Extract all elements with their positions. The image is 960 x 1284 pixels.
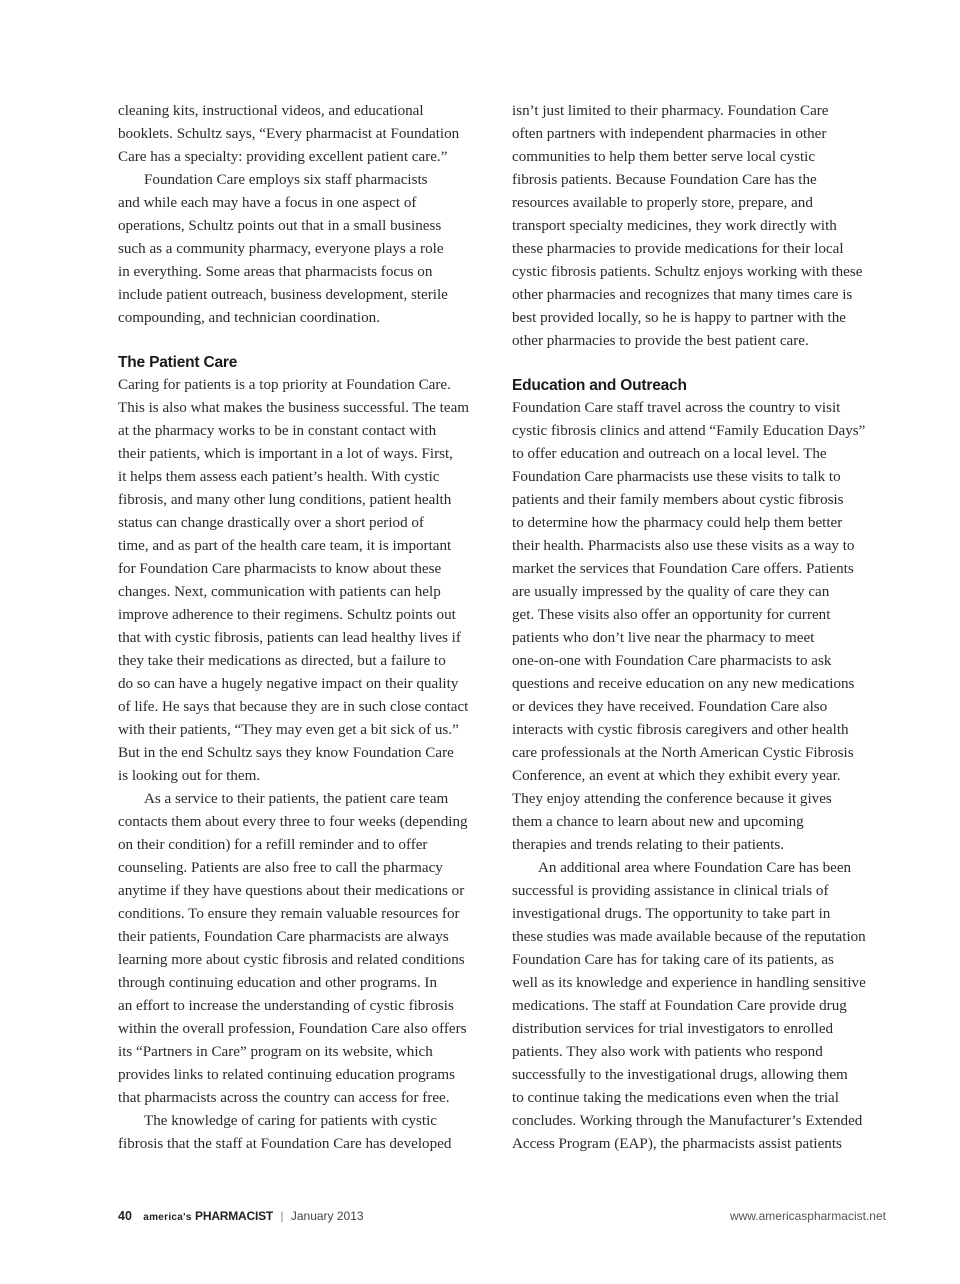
text-line: time, and as part of the health care team, it is important [118, 538, 452, 554]
text-line: well as its knowledge and experience in handling sensitive [512, 975, 866, 991]
text-line: their patients, which is important in a lot of ways. First, [118, 446, 453, 462]
text-line: market the services that Foundation Care offers. Patients [512, 561, 854, 577]
section-heading: Education and Outreach [512, 377, 687, 394]
page-footer [118, 1209, 886, 1229]
paragraph [512, 397, 890, 857]
text-line: best provided locally, so he is happy to partner with the [512, 310, 846, 326]
text-line: contacts them about every three to four weeks (depending [118, 814, 468, 830]
left-column [118, 100, 496, 1156]
text-line: that with cystic fibrosis, patients can lead healthy lives if [118, 630, 461, 646]
text-line: Access Program (EAP), the pharmacists assist patients [512, 1136, 842, 1152]
text-line: for Foundation Care pharmacists to know about these [118, 561, 442, 577]
website-url: www.americaspharmacist.net [729, 1209, 886, 1223]
text-line: They enjoy attending the conference because it gives [512, 791, 832, 807]
text-line: Foundation Care employs six staff pharmacists [144, 172, 428, 188]
text-line: therapies and trends relating to their patients. [512, 837, 785, 853]
text-line: medications. The staff at Foundation Care provide drug [512, 998, 847, 1014]
text-line: anytime if they have questions about their medications or [118, 883, 465, 899]
text-line: to continue taking the medications even when the trial [512, 1090, 839, 1106]
text-line: other pharmacies to provide the best patient care. [512, 333, 809, 349]
text-line: Foundation Care pharmacists use these visits to talk to [512, 469, 841, 485]
text-line: they take their medications as directed, but a failure to [118, 653, 446, 669]
text-line: Care has a specialty: providing excellent patient care.” [118, 149, 448, 165]
text-line: But in the end Schultz says they know Foundation Care [118, 745, 454, 761]
text-line: Caring for patients is a top priority at Foundation Care. [118, 377, 451, 393]
text-line: cystic fibrosis patients. Schultz enjoys working with these [512, 264, 863, 280]
text-line: status can change drastically over a short period of [118, 515, 424, 531]
text-line: care professionals at the North American Cystic Fibrosis [512, 745, 854, 761]
text-line: cystic fibrosis clinics and attend “Family Education Days” [512, 423, 866, 439]
text-line: conditions. To ensure they remain valuable resources for [118, 906, 460, 922]
right-column [512, 100, 890, 1156]
paragraph [512, 857, 890, 1156]
text-line: its “Partners in Care” program on its website, which [118, 1044, 433, 1060]
text-line: within the overall profession, Foundation Care also offers [118, 1021, 467, 1037]
text-line: through continuing education and other programs. In [118, 975, 437, 991]
paragraph [118, 788, 496, 1110]
text-line: these pharmacies to provide medications for their local [512, 241, 844, 257]
text-line: communities to help them better serve local cystic [512, 149, 816, 165]
text-line: questions and receive education on any new medications [512, 676, 855, 692]
section-heading: The Patient Care [118, 354, 238, 371]
footer-masthead [118, 1209, 364, 1223]
text-line: such as a community pharmacy, everyone plays a role [118, 241, 444, 257]
text-line: on their condition) for a refill reminder and to offer [118, 837, 428, 853]
text-line: patients. They also work with patients who respond [512, 1044, 823, 1060]
text-line: include patient outreach, business development, sterile [118, 287, 448, 303]
text-line: patients and their family members about cystic fibrosis [512, 492, 844, 508]
paragraph [118, 169, 496, 330]
text-line: these studies was made available because of the reputation [512, 929, 866, 945]
text-line: isn’t just limited to their pharmacy. Foundation Care [512, 103, 829, 119]
text-line: provides links to related continuing education programs [118, 1067, 456, 1083]
text-line: and while each may have a focus in one aspect of [118, 195, 417, 211]
text-line: investigational drugs. The opportunity to take part in [512, 906, 831, 922]
text-line: resources available to properly store, prepare, and [512, 195, 813, 211]
text-line: compounding, and technician coordination. [118, 310, 380, 326]
text-line: Foundation Care has for taking care of its patients, as [512, 952, 834, 968]
text-line: an effort to increase the understanding of cystic fibrosis [118, 998, 454, 1014]
text-line: transport specialty medicines, they work directly with [512, 218, 837, 234]
paragraph [118, 1110, 496, 1156]
text-line: is looking out for them. [118, 768, 261, 784]
section-gap [118, 330, 496, 351]
paragraph [512, 100, 890, 353]
text-line: of life. He says that because they are in such close contact [118, 699, 469, 715]
text-line: them a chance to learn about new and upcoming [512, 814, 804, 830]
paragraph [118, 374, 496, 788]
text-line: fibrosis that the staff at Foundation Care has developed [118, 1136, 452, 1152]
text-line: The knowledge of caring for patients with cystic [144, 1113, 437, 1129]
text-line: improve adherence to their regimens. Schultz points out [118, 607, 456, 623]
text-line: fibrosis patients. Because Foundation Care has the [512, 172, 817, 188]
text-line: at the pharmacy works to be in constant contact with [118, 423, 437, 439]
text-line: booklets. Schultz says, “Every pharmacist at Foundation [118, 126, 460, 142]
text-line: operations, Schultz points out that in a small business [118, 218, 442, 234]
text-line: to determine how the pharmacy could help them better [512, 515, 843, 531]
text-line: patients who don’t live near the pharmacy to meet [512, 630, 815, 646]
text-line: fibrosis, and many other lung conditions, patient health [118, 492, 452, 508]
issue-date: January 2013 [290, 1209, 364, 1223]
page-number: 40 [118, 1209, 132, 1223]
text-line: cleaning kits, instructional videos, and educational [118, 103, 424, 119]
brand-prefix: america's [143, 1212, 192, 1223]
text-line: Conference, an event at which they exhibit every year. [512, 768, 841, 784]
text-line: This is also what makes the business successful. The team [118, 400, 470, 416]
text-line: or devices they have received. Foundation Care also [512, 699, 828, 715]
text-line: get. These visits also offer an opportunity for current [512, 607, 831, 623]
text-line: distribution services for trial investigators to enrolled [512, 1021, 834, 1037]
text-line: concludes. Working through the Manufacturer’s Extended [512, 1113, 863, 1129]
text-line: learning more about cystic fibrosis and related conditions [118, 952, 465, 968]
text-line: to offer education and outreach on a local level. The [512, 446, 827, 462]
text-line: one-on-one with Foundation Care pharmacists to ask [512, 653, 832, 669]
text-line: are usually impressed by the quality of care they can [512, 584, 830, 600]
text-line: Foundation Care staff travel across the country to visit [512, 400, 841, 416]
brand-name: PHARMACIST [195, 1209, 274, 1223]
text-line: changes. Next, communication with patients can help [118, 584, 441, 600]
text-line: do so can have a hugely negative impact on their quality [118, 676, 459, 692]
section-gap [512, 353, 890, 374]
text-line: their health. Pharmacists also use these visits as a way to [512, 538, 855, 554]
text-line: that pharmacists across the country can access for free. [118, 1090, 450, 1106]
text-line: their patients, Foundation Care pharmacists are always [118, 929, 449, 945]
footer-separator: | [280, 1209, 284, 1223]
paragraph [118, 100, 496, 169]
text-line: As a service to their patients, the patient care team [144, 791, 449, 807]
text-line: successful is providing assistance in clinical trials of [512, 883, 829, 899]
text-line: it helps them assess each patient’s health. With cystic [118, 469, 440, 485]
text-line: An additional area where Foundation Care has been [538, 860, 852, 876]
text-line: counseling. Patients are also free to call the pharmacy [118, 860, 443, 876]
text-line: in everything. Some areas that pharmacists focus on [118, 264, 433, 280]
text-line: with their patients, “They may even get a bit sick of us.” [118, 722, 459, 738]
text-line: other pharmacies and recognizes that many times care is [512, 287, 853, 303]
text-line: often partners with independent pharmacies in other [512, 126, 827, 142]
text-line: successfully to the investigational drugs, allowing them [512, 1067, 848, 1083]
text-line: interacts with cystic fibrosis caregivers and other health [512, 722, 849, 738]
